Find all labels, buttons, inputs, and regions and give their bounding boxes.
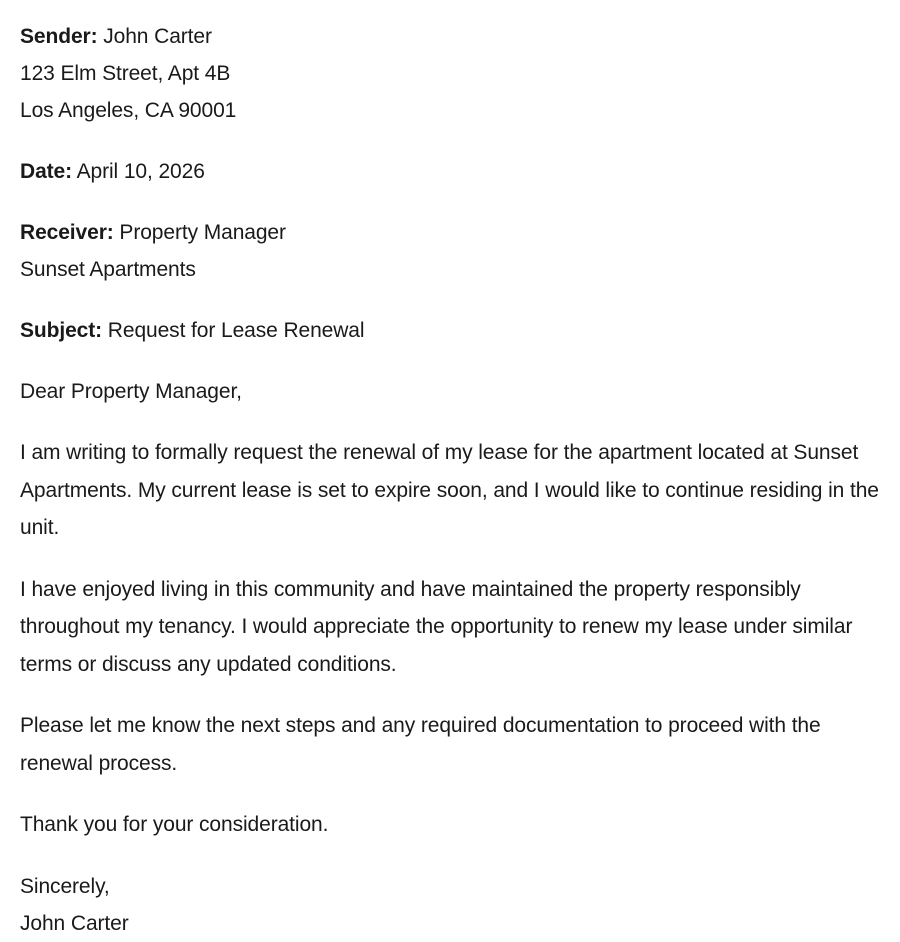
sender-label: Sender: (20, 25, 98, 48)
valediction: Sincerely, (20, 874, 110, 898)
body-paragraph-4 (20, 806, 880, 844)
sender-address-line-1: 123 Elm Street, Apt 4B (20, 62, 231, 85)
sender-name-line (20, 18, 880, 55)
date-value: April 10, 2026 (76, 160, 205, 183)
receiver-name-line (20, 214, 880, 251)
receiver-block (20, 214, 880, 288)
date-line (20, 153, 880, 190)
subject-line (20, 312, 880, 349)
date-label: Date: (20, 160, 73, 183)
salutation-block (20, 373, 880, 410)
paragraph-text: Please let me know the next steps and any required documentation to proceed with the renewal process. (20, 714, 821, 775)
salutation: Dear Property Manager, (20, 380, 242, 403)
sender-address-line-2: Los Angeles, CA 90001 (20, 99, 237, 122)
paragraph-text: I have enjoyed living in this community and have maintained the property responsibly throughout my tenancy. I would appreciate the opportunity to renew my lease under similar terms or discuss any updated conditions. (20, 577, 853, 676)
receiver-name: Property Manager (119, 221, 286, 244)
body-paragraph-1 (20, 434, 880, 547)
body-paragraph-2 (20, 571, 880, 684)
subject-value: Request for Lease Renewal (107, 319, 365, 342)
sender-name: John Carter (103, 25, 212, 48)
paragraph-text: Thank you for your consideration. (20, 813, 329, 836)
paragraph-text: I am writing to formally request the renewal of my lease for the apartment located at Sunset Apartments. My current lease is set to expire soon, and I would like to continue residing in the unit. (20, 441, 879, 539)
subject-label: Subject: (20, 319, 103, 342)
subject-block (20, 312, 880, 349)
date-block (20, 153, 880, 190)
sender-block (20, 18, 880, 129)
body-paragraph-3 (20, 707, 880, 782)
receiver-label: Receiver: (20, 221, 114, 244)
receiver-organization: Sunset Apartments (20, 258, 196, 281)
closing-block (20, 868, 880, 942)
signature-name: John Carter (20, 911, 129, 935)
